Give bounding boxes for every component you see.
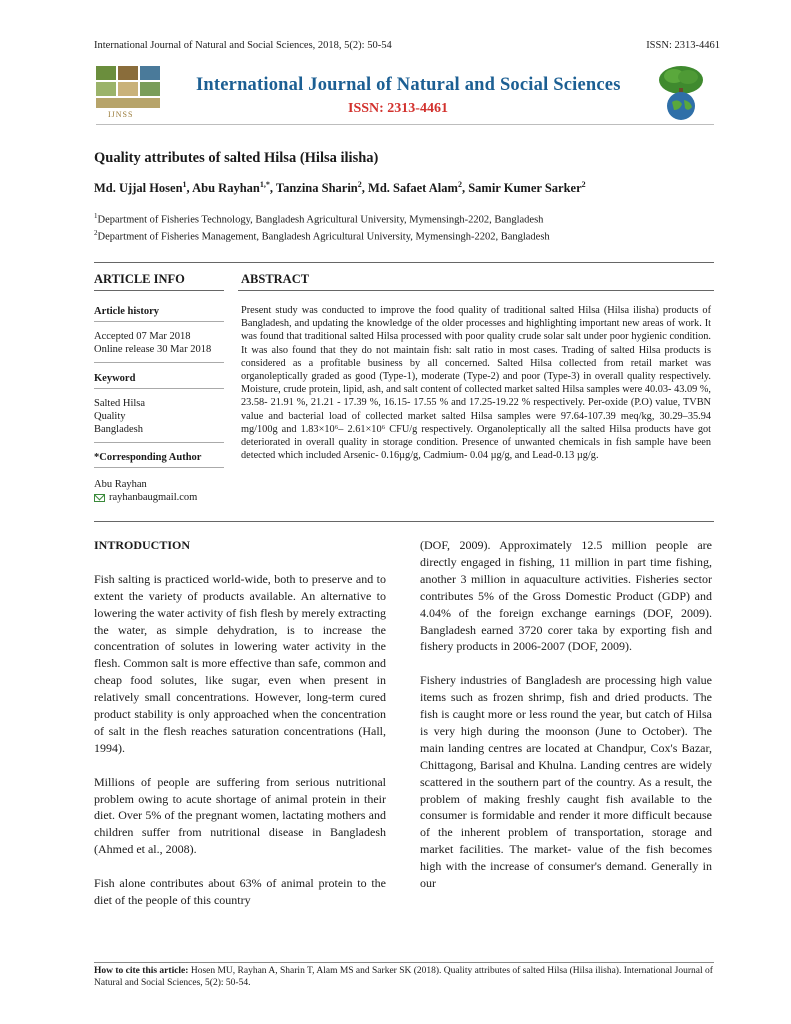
divider: [94, 290, 224, 291]
article-info-heading: ARTICLE INFO: [94, 272, 185, 286]
author-name: Tanzina Sharin: [275, 181, 358, 196]
divider: [94, 521, 714, 522]
accepted-date: Accepted 07 Mar 2018: [94, 331, 191, 342]
envelope-icon: [94, 494, 105, 502]
online-release-date: Online release 30 Mar 2018: [94, 344, 212, 355]
running-header: [94, 40, 720, 51]
body-paragraph: Fish salting is practiced world-wide, both to preserve and to extent the variety of products available. An alternative to lowering the water activity of fish flesh by merely extracting the water, as simple dehydration, is to increase the concentration of solutes in lowering water activity in the flesh. Common salt is more effective than safe, common and cheap food solutes, like sugar, even when present in relatively small concentrations. However, long-term cured product stability is only approached when the concentration of salt in the flesh reaches saturation concentrations (Hall, 1994).: [94, 571, 386, 755]
keyword-item: Bangladesh: [94, 424, 143, 435]
citation-text: Hosen MU, Rayhan A, Sharin T, Alam MS and Sarker SK (2018). Quality attributes of salted Hilsa (Hilsa ilisha). International Journal of Natural and Social Sciences, 5(2): 50-54.: [94, 966, 713, 988]
running-header-issn: ISSN: 2313-4461: [646, 40, 720, 51]
divider: [94, 262, 714, 263]
author-name: Abu Rayhan: [192, 181, 260, 196]
keyword-label: Keyword: [94, 373, 136, 384]
body-paragraph: Fish alone contributes about 63% of animal protein to the diet of the people of this country: [94, 876, 386, 907]
body-column-right: [420, 537, 712, 909]
divider: [94, 388, 224, 389]
divider: [94, 962, 714, 963]
journal-name: International Journal of Natural and Social Sciences: [196, 75, 621, 95]
affiliation-text: Department of Fisheries Management, Bangladesh Agricultural University, Mymensingh-2202, Bangladesh: [97, 231, 550, 243]
divider: [94, 467, 224, 468]
keyword-item: Salted Hilsa: [94, 398, 146, 409]
body-paragraph: Fishery industries of Bangladesh are processing high value items such as frozen shrimp, fish and dried products. The fish is caught more or less round the year, but catch of Hilsa is very high during the moonson (June to October). The main landing centres are located at Chandpur, Cox's Bazar, Chittagong, Barisal and Khulna. Landing centres are widely scattered in the southern part of the country. As a result, the problem of making freshly caught fish available to the consumer is formidable and render it more difficult because of the inherent problem of transportation, storage and market facilities. The market- value of the fish becomes high with the increase of consumer's demand. Generally in our: [420, 673, 712, 891]
divider: [238, 290, 714, 291]
divider: [94, 362, 224, 363]
divider: [94, 321, 224, 322]
author-name: Samir Kumer Sarker: [468, 181, 582, 196]
abstract-heading: ABSTRACT: [241, 272, 310, 286]
citation-footer: [94, 965, 714, 989]
journal-issn: ISSN: 2313-4461: [348, 101, 448, 116]
keyword-item: Quality: [94, 411, 126, 422]
author-name: Md. Ujjal Hosen: [94, 181, 183, 196]
corresponding-author-name: Abu Rayhan: [94, 479, 147, 490]
introduction-heading: INTRODUCTION: [94, 538, 191, 552]
author-affiliation-marker: 1: [182, 180, 187, 189]
body-column-left: [94, 537, 386, 926]
article-history-label: Article history: [94, 306, 160, 317]
author-affiliation-marker: 2: [357, 180, 362, 189]
email-address[interactable]: rayhanbaugmail.com: [109, 492, 198, 503]
affiliation: [94, 229, 550, 243]
running-header-citation: International Journal of Natural and Social Sciences, 2018, 5(2): 50-54: [94, 40, 392, 51]
abstract-text: Present study was conducted to improve the food quality of traditional salted Hilsa (Hilsa ilisha) products of Bangladesh, and updating the knowledge of the older processes and highlighting important new areas of work. It was found that traditional salted Hilsa processed with poor quality crude solar salt under poor hygienic condition. It was also found that they do not maintain fish: salt ratio in most cases. Trading of salted Hilsa products is considered as a profitable business by all concerned. Salted Hilsa collected from retail market was organoleptically graded as good (Type-1), moderate (Type-2) and poor (Type-3) in overall quality respectively. Moisture, crude protein, lipid, ash, and salt content of collected market salted Hilsa samples were 40.03- 43.09 %, 23.58- 21.91 %, 21.21 - 17.39 %, 16.15- 17.55 % and 17.25-19.22 % respectively. Per-oxide (P.O) value, TVBN value and bacterial load of collected market salted Hilsa samples were 97.64-107.39 meq/kg, 30.29–35.94 mg/100g and 1.83×10⁶– 2.61×10⁶ CFU/g respectively. Organoleptically all the salted Hilsa products have got deteriorated in overall quality in storage condition. Presence of unwanted chemicals in fish sample have been detected which included Arsenic- 0.16µg/g, Cadmium- 0.04 µg/g, and Lead-0.13 µg/g.: [241, 305, 711, 462]
journal-banner: [96, 62, 714, 125]
corresponding-author-label: *Corresponding Author: [94, 452, 202, 463]
corresponding-email[interactable]: [94, 492, 197, 503]
citation-label: How to cite this article:: [94, 966, 189, 976]
affiliation-marker: 2: [94, 229, 98, 237]
body-paragraph: Millions of people are suffering from serious nutritional problem owing to acute shortage of animal protein in their diet. Over 5% of the pregnant women, lactating mothers and children suffer from nutritional disease in Bangladesh (Ahmed et al., 2008).: [94, 774, 386, 857]
affiliation-text: Department of Fisheries Technology, Bangladesh Agricultural University, Mymensingh-2202, Bangladesh: [97, 214, 544, 226]
author-affiliation-marker: 1,*: [259, 180, 270, 189]
affiliation: [94, 212, 543, 226]
globe-tree-icon: [654, 64, 708, 122]
divider: [94, 442, 224, 443]
paper-title: Quality attributes of salted Hilsa (Hilsa ilisha): [94, 150, 379, 166]
author-affiliation-marker: 2: [457, 180, 462, 189]
author-list: Md. Ujjal Hosen$^1$, Abu Rayhan$^{1,*}$, Tanzina Sharin$^2$, Md. Safaet Alam$^2$, Samir Kumer Sarker$^2$: [94, 180, 586, 196]
body-paragraph: (DOF, 2009). Approximately 12.5 million people are directly engaged in fishing, 11 million in part time fishing, another 3 million in aquaculture activities. Fisheries sector contributes 5% of the Gross Domestic Product (GDP) and 4.04% of the foreign exchange earnings (DOF, 2009). Bangladesh earned 3720 corer taka by exporting fish and fishery products in 2006-2007 (DOF, 2009).: [420, 538, 712, 654]
author-affiliation-marker: 2: [581, 180, 586, 189]
author-name: Md. Safaet Alam: [368, 181, 458, 196]
affiliation-marker: 1: [94, 212, 98, 220]
journal-logo-text: IJNSS: [108, 110, 134, 119]
